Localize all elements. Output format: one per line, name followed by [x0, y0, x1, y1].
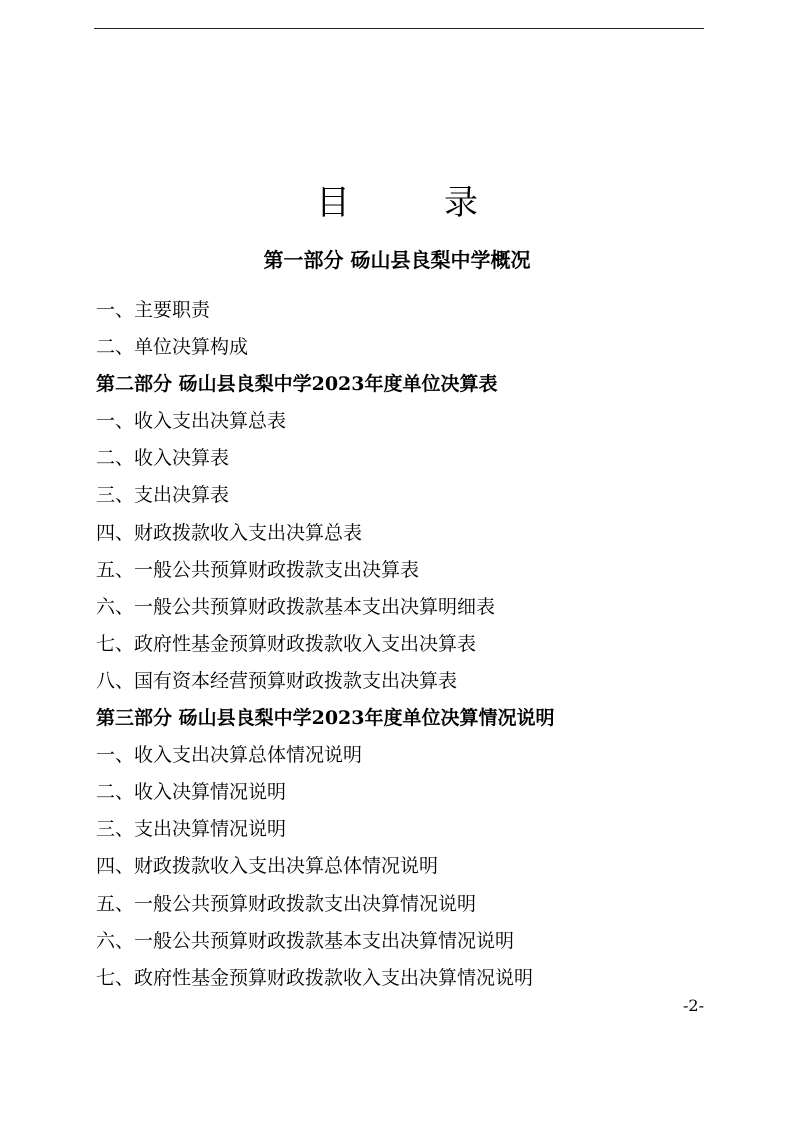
toc-item-part2-4: 四、财政拨款收入支出决算总表 — [96, 521, 363, 544]
toc-item-part2-7: 七、政府性基金预算财政拨款收入支出决算表 — [96, 632, 477, 655]
toc-item-part3-4: 四、财政拨款收入支出决算总体情况说明 — [96, 855, 439, 878]
toc-item-part3-3: 三、支出决算情况说明 — [96, 818, 287, 841]
part3-heading: 第三部分 砀山县良梨中学2023年度单位决算情况说明 — [96, 707, 555, 730]
toc-item-part1-1: 一、主要职责 — [96, 299, 211, 321]
toc-item-part2-8: 八、国有资本经营预算财政拨款支出决算表 — [96, 669, 458, 692]
part1-heading: 第一部分 砀山县良梨中学概况 — [263, 248, 531, 272]
toc-item-part3-2: 二、收入决算情况说明 — [96, 781, 287, 804]
page-number: -2- — [683, 996, 704, 1015]
page-title: 目 录 — [316, 183, 508, 223]
part2-heading: 第二部分 砀山县良梨中学2023年度单位决算表 — [96, 373, 498, 396]
toc-item-part2-6: 六、一般公共预算财政拨款基本支出决算明细表 — [96, 595, 496, 618]
toc-item-part2-3: 三、支出决算表 — [96, 484, 230, 507]
toc-item-part2-1: 一、收入支出决算总表 — [96, 410, 287, 433]
table-of-contents — [96, 292, 736, 997]
toc-item-part3-5: 五、一般公共预算财政拨款支出决算情况说明 — [96, 892, 477, 915]
toc-item-part2-5: 五、一般公共预算财政拨款支出决算表 — [96, 558, 420, 581]
header-rule — [94, 28, 704, 29]
toc-item-part3-7: 七、政府性基金预算财政拨款收入支出决算情况说明 — [96, 966, 534, 989]
toc-item-part1-2: 二、单位决算构成 — [96, 336, 249, 359]
toc-item-part3-1: 一、收入支出决算总体情况说明 — [96, 744, 363, 767]
toc-item-part3-6: 六、一般公共预算财政拨款基本支出决算情况说明 — [96, 929, 515, 952]
toc-item-part2-2: 二、收入决算表 — [96, 447, 230, 470]
